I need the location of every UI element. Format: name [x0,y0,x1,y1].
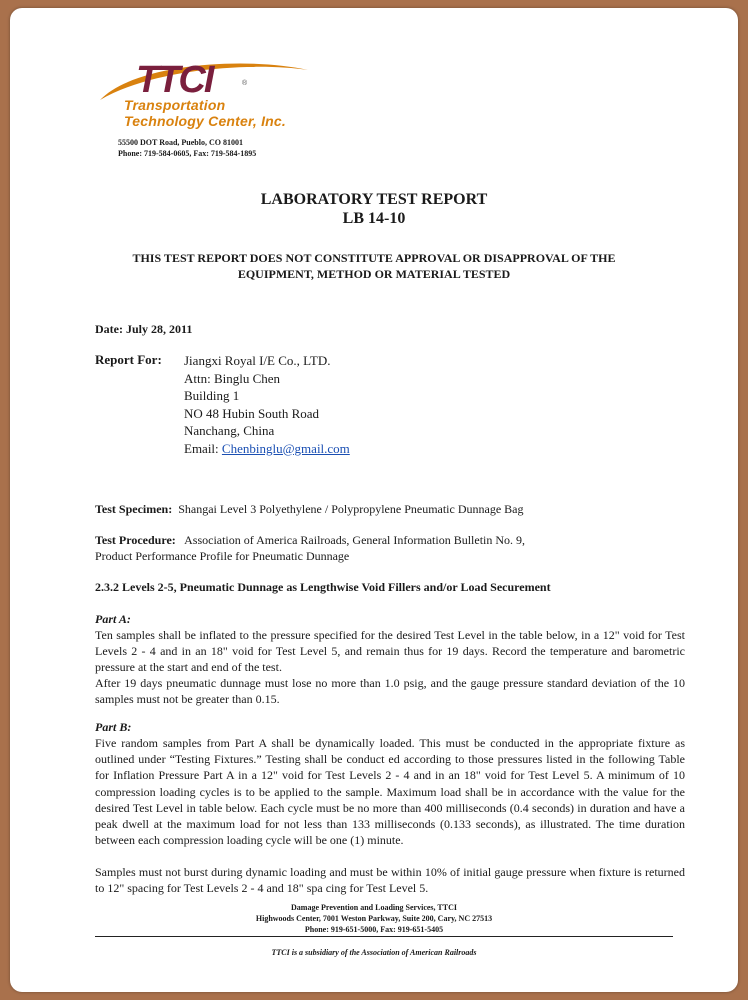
company-address [118,137,256,159]
part-b-paragraph-1: Five random samples from Part A shall be dynamically loaded. This must be conducted in the appropriate fixture as outlined under “Testing Fixtures.” Testing shall be conduct ed according to those pressures listed in the following Table for Inflation Pressure Part A in a 12" void for Test Levels 2 - 4 and in an 18" void for Test Level 5. A minimum of 10 compression loading cycles is to be applied to the sample. Maximum load shall be in accordance with the value for the desired Test Level in table below. Each cycle must be no more than 400 milliseconds (0.4 seconds) in duration and have a peak dwell at the maximum load for not less than 133 milliseconds (0.133 seconds), as illustrated. The time duration between each compression loading cycle will be one (1) minute. [95,736,685,848]
email-link[interactable]: Chenbinglu@gmail.com [221,440,350,456]
test-procedure-value-1: Association of America Railroads, General Information Bulletin No. 9, [184,533,526,547]
report-title: LABORATORY TEST REPORT [260,191,488,208]
recipient-line: Attn: Binglu Chen [184,370,281,386]
recipient-line: Nanchang, China [184,423,275,438]
test-procedure-value-2: Product Performance Profile for Pneumatic Dunnage [95,549,350,563]
test-specimen-value: Shangai Level 3 Polyethylene / Polypropylene Pneumatic Dunnage Bag [178,502,524,516]
logo-line-2: Technology Center, Inc. [124,113,286,129]
report-number: LB 14-10 [342,210,406,227]
footer-line-2: Highwoods Center, 7001 Weston Parkway, Suite 200, Cary, NC 27513 [255,914,493,923]
ttci-logo-text: TTCI [136,59,213,101]
recipient-line: Jiangxi Royal I/E Co., LTD. [184,353,331,368]
test-specimen [95,501,685,517]
report-date: Date: July 28, 2011 [95,322,193,336]
ttci-logo [94,52,314,136]
disclaimer-line-2: EQUIPMENT, METHOD OR MATERIAL TESTED [237,267,511,281]
part-b-paragraph-2: Samples must not burst during dynamic loading and must be within 10% of initial gauge pressure when fixture is returned to 12" spacing for Test Levels 2 - 4 and 18" spa cing for Test Level 5. [95,865,685,896]
report-for-label: Report For: [95,352,162,367]
recipient-line: NO 48 Hubin South Road [184,405,320,421]
footer-divider [95,936,673,937]
document-page [10,8,738,992]
recipient-email-row [184,440,350,458]
test-procedure-label: Test Procedure: [95,533,176,547]
address-line-2: Phone: 719-584-0605, Fax: 719-584-1895 [118,149,257,158]
recipient-line: Building 1 [184,388,240,403]
recipient-address [184,352,350,457]
logo-line-1: Transportation [124,97,226,113]
section-heading: 2.3.2 Levels 2-5, Pneumatic Dunnage as Lengthwise Void Fillers and/or Load Securement [95,580,551,594]
footer-tagline: TTCI is a subsidiary of the Association of American Railroads [271,948,477,957]
disclaimer-line-1: THIS TEST REPORT DOES NOT CONSTITUTE APPROVAL OR DISAPPROVAL OF THE [132,251,616,265]
address-line-1: 55500 DOT Road, Pueblo, CO 81001 [118,138,243,147]
part-b-heading: Part B: [95,720,132,734]
part-a-paragraph-1: Ten samples shall be inflated to the pressure specified for the desired Test Level in the table below, in a 12" void for Test Levels 2 - 4 and in an 18" void for Test Level 5, and remain thus for 19 days. Record the temperature and barometric pressure at the start and end of the test. [95,628,685,675]
registered-mark: ® [242,80,248,87]
email-label: Email: [184,440,219,456]
footer-line-3: Phone: 919-651-5000, Fax: 919-651-5405 [304,925,444,934]
part-a-paragraph-2: After 19 days pneumatic dunnage must lose no more than 1.0 psig, and the gauge pressure standard deviation of the 10 samples must not be greater than 0.15. [95,676,685,707]
test-specimen-label: Test Specimen: [95,502,173,516]
test-procedure [95,532,685,548]
footer-line-1: Damage Prevention and Loading Services, TTCI [291,903,457,912]
part-a-heading: Part A: [95,612,131,626]
